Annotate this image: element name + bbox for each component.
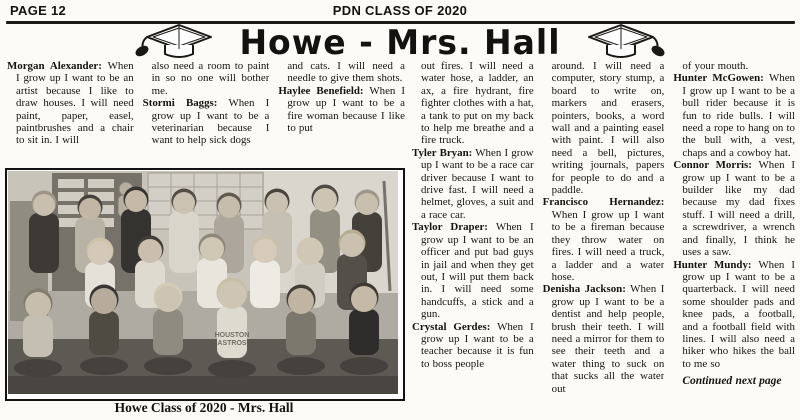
story-text: out fires. I will need a water hose, a ladder, an ax, a fire hydrant, fire fighter clothes with a hat, a tank to put on my back to help me breathe and a fire truck. — [421, 60, 534, 147]
story-text: and cats. I will need a needle to give them shots. — [287, 60, 405, 85]
story-paragraph — [543, 196, 665, 283]
right-text-columns — [412, 60, 795, 408]
story-text: When I grow up I want to be a bull rider because it is fun to ride bulls. I will need a rope to hang on to the bull with, a vest, chaps and a cowboy hat. — [682, 72, 795, 159]
story-text: When I grow up I want to be a builder like my dad because my dad fixes stuff. I will need a drill, a screwdriver, a wrench and finally, I think he uses a saw. — [682, 159, 795, 259]
story-paragraph — [412, 147, 534, 221]
page-headline: Howe - Mrs. Hall — [239, 22, 561, 62]
story-paragraph — [673, 159, 795, 258]
story-text: When I grow up I want to be an artist because I like to draw houses. I will need paint, paper, easel, paintbrushes and a chair to sit in. I will — [16, 60, 134, 147]
story-paragraph — [143, 60, 270, 97]
student-name: Hunter Mundy: — [673, 258, 752, 271]
story-text: When I grow up I want to be a teacher because it is fun to boss people — [421, 320, 534, 370]
text-column-2 — [143, 60, 270, 166]
masthead-title: PDN CLASS OF 2020 — [332, 3, 468, 18]
story-paragraph — [412, 321, 534, 371]
story-text: around. I will need a computer, story stump, a board to write on, markers and erasers, pointers, books, a word wall and a painting easel with paint. I will also need a bell, pictures, writing journals, papers for people to do and a paddle. — [551, 60, 665, 197]
story-text: When I grow up I want to be a fire woman because I like to put — [287, 84, 405, 135]
student-name: Morgan Alexander: — [7, 60, 102, 72]
student-name: Crystal Gerdes: — [412, 320, 491, 333]
student-name: Connor Morris: — [673, 159, 752, 172]
story-text: When I grow up I want to be a veterinarian because I want to help sick dogs — [151, 97, 270, 147]
story-paragraph — [412, 60, 534, 147]
text-column-4 — [412, 60, 534, 408]
story-paragraph — [673, 60, 795, 72]
story-paragraph — [412, 221, 534, 320]
story-paragraph — [7, 60, 134, 147]
story-text: When I grow up I want to be a dentist and help people, brush their teeth. I will need a mirror for them to see their teeth and a water thing to suck on that sucks all the water out — [551, 283, 665, 395]
story-paragraph — [673, 72, 795, 159]
story-text: When I grow up I want to be an officer and put bad guys in jail and when they get out, I will put them back in. I will need some handcuffs, a stick and a gun. — [421, 221, 534, 321]
text-column-5 — [543, 60, 665, 408]
student-name: Francisco Hernandez: — [542, 196, 665, 209]
student-name: Tyler Bryan: — [412, 146, 473, 159]
student-name: Taylor Draper: — [412, 221, 488, 234]
continued-note — [673, 370, 795, 387]
story-paragraph — [673, 259, 795, 371]
student-name: Hunter McGowen: — [673, 72, 764, 85]
class-photo — [5, 168, 405, 401]
left-text-columns — [7, 60, 405, 166]
story-text: When I grow up I want to be a quarterback. I will need some shoulder pads and knee pads, a football, and a football field with lines. I will also need a hiker who hikes the ball to me so — [682, 258, 795, 370]
story-paragraph — [543, 283, 665, 395]
page-number-label: PAGE 12 — [10, 3, 67, 18]
shirt-text-line1: HOUSTON — [214, 332, 250, 339]
student-name: Haylee Benefield: — [278, 84, 364, 97]
text-column-3 — [278, 60, 405, 166]
text-column-6 — [673, 60, 795, 408]
story-paragraph — [543, 60, 665, 196]
student-name: Denisha Jackson: — [542, 283, 626, 296]
story-text: When I grow up I want to be a fireman because they throw water on fires. I will need a truck, a ladder and a water hose. — [551, 208, 665, 283]
story-text: Continued next page — [682, 375, 782, 388]
headline-row — [0, 22, 800, 62]
shirt-text-line2: ASTROS — [217, 340, 247, 347]
graduation-cap-icon-right — [587, 22, 665, 62]
text-column-1 — [7, 60, 134, 166]
story-text: also need a room to paint in so no one will bother me. — [151, 60, 270, 97]
story-paragraph — [143, 97, 270, 147]
story-paragraph — [278, 85, 405, 135]
graduation-cap-icon-left — [135, 22, 213, 62]
story-paragraph — [278, 60, 405, 85]
photo-caption: Howe Class of 2020 - Mrs. Hall — [114, 400, 294, 415]
story-text: When I grow up I want to be a race car driver because I want to drive fast. I will need a helmet, gloves, a suit and a race car. — [421, 146, 534, 221]
student-name: Stormi Baggs: — [142, 97, 218, 110]
story-text: of your mouth. — [682, 60, 749, 72]
